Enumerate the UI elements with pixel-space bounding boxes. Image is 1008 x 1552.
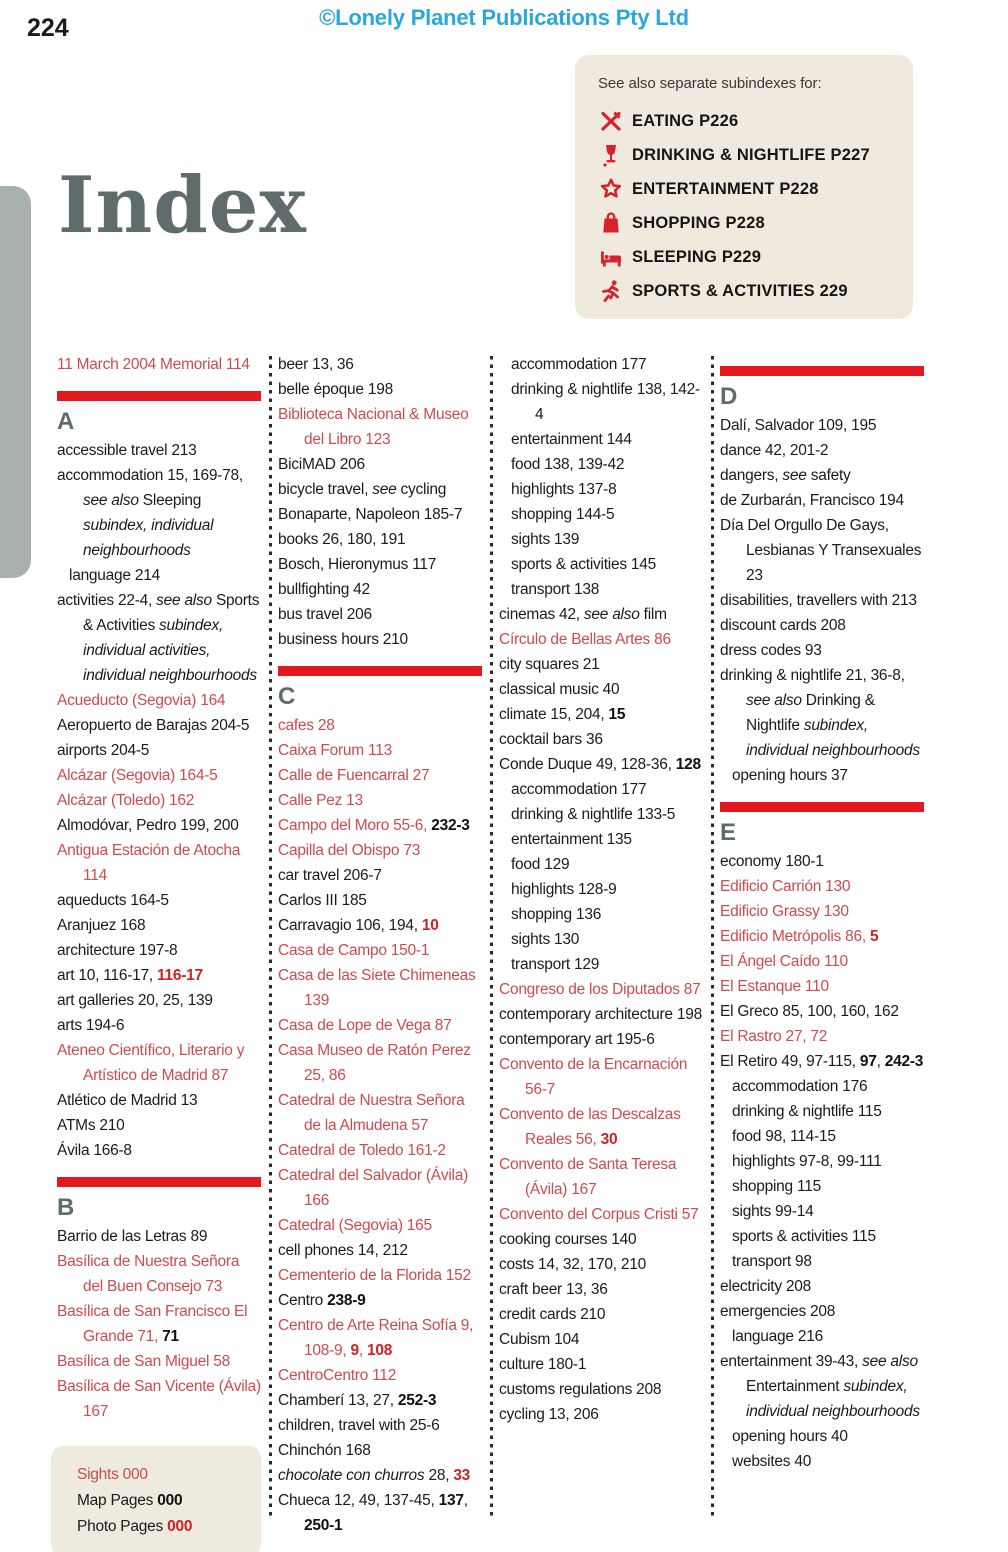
index-entry[interactable]: Edificio Grassy 130 <box>720 903 849 920</box>
index-entry[interactable]: Capilla del Obispo 73 <box>278 842 421 859</box>
index-entry: Carravagio 106, 194, 10 <box>278 917 439 934</box>
index-entry: credit cards 210 <box>499 1306 606 1323</box>
index-entry: business hours 210 <box>278 631 408 648</box>
index-entry: cell phones 14, 212 <box>278 1242 408 1259</box>
index-entry: art galleries 20, 25, 139 <box>57 992 213 1009</box>
index-entry[interactable]: Caixa Forum 113 <box>278 742 392 759</box>
index-entry: Aranjuez 168 <box>57 917 146 934</box>
subindex-label: EATING P226 <box>632 111 739 130</box>
index-entry[interactable]: Casa Museo de Ratón Perez 25, 86 <box>278 1042 471 1084</box>
index-entry: aqueducts 164-5 <box>57 892 169 909</box>
index-entry: Dalí, Salvador 109, 195 <box>720 417 877 434</box>
index-entry: BiciMAD 206 <box>278 456 365 473</box>
index-entry[interactable]: Alcázar (Segovia) 164-5 <box>57 767 218 784</box>
index-entry[interactable]: Centro de Arte Reina Sofía 9, 108-9, 9, 108 <box>278 1317 474 1359</box>
column-divider <box>490 356 493 1516</box>
section-rule <box>57 1177 261 1187</box>
index-entry: Chueca 12, 49, 137-45, 137, 250-1 <box>278 1492 468 1534</box>
legend-row: Sights 000 <box>77 1466 148 1483</box>
index-entry[interactable]: Convento del Corpus Cristi 57 <box>499 1206 699 1223</box>
index-entry: contemporary art 195-6 <box>499 1031 655 1048</box>
index-entry: children, travel with 25-6 <box>278 1417 440 1434</box>
index-entry: El Greco 85, 100, 160, 162 <box>720 1003 899 1020</box>
index-entry: Ávila 166-8 <box>57 1142 132 1159</box>
index-entry: classical music 40 <box>499 681 620 698</box>
index-subentry: sights 130 <box>511 931 580 948</box>
index-subentry: food 98, 114-15 <box>732 1128 836 1145</box>
index-subentry: highlights 128-9 <box>511 881 617 898</box>
index-subentry: shopping 115 <box>732 1178 821 1195</box>
index-subentry: language 216 <box>732 1328 823 1345</box>
index-subentry: drinking & nightlife 138, 142-4 <box>511 381 700 423</box>
index-entry: culture 180-1 <box>499 1356 587 1373</box>
index-entry: Bosch, Hieronymus 117 <box>278 556 437 573</box>
index-subentry: drinking & nightlife 133-5 <box>511 806 676 823</box>
index-entry: Almodóvar, Pedro 199, 200 <box>57 817 239 834</box>
section-rule <box>720 366 924 376</box>
entertainment-icon <box>598 176 624 202</box>
index-subentry: opening hours 40 <box>732 1428 848 1445</box>
eating-icon <box>598 108 624 134</box>
index-entry: accessible travel 213 <box>57 442 197 459</box>
subindex-label: SHOPPING P228 <box>632 213 765 232</box>
subindex-label: SLEEPING P229 <box>632 247 762 266</box>
index-entry[interactable]: Casa de las Siete Chimeneas 139 <box>278 967 476 1009</box>
section-rule <box>720 802 924 812</box>
index-subentry: accommodation 176 <box>732 1078 868 1095</box>
index-entry[interactable]: Convento de Santa Teresa (Ávila) 167 <box>499 1156 677 1198</box>
index-entry: de Zurbarán, Francisco 194 <box>720 492 904 509</box>
index-entry[interactable]: 11 March 2004 Memorial 114 <box>57 356 250 373</box>
index-entry: Atlético de Madrid 13 <box>57 1092 198 1109</box>
index-subentry: language 214 <box>69 567 160 584</box>
index-entry[interactable]: El Estanque 110 <box>720 978 829 995</box>
subindex-label: ENTERTAINMENT P228 <box>632 179 819 198</box>
index-column-3 <box>499 352 703 1537</box>
index-entry: dance 42, 201-2 <box>720 442 829 459</box>
index-entry: art 10, 116-17, 116-17 <box>57 967 203 984</box>
index-entry[interactable]: Edificio Carrión 130 <box>720 878 851 895</box>
index-entry: books 26, 180, 191 <box>278 531 406 548</box>
index-subentry: transport 138 <box>511 581 600 598</box>
index-entry[interactable]: Alcázar (Toledo) 162 <box>57 792 195 809</box>
subindex-eating[interactable] <box>598 104 890 138</box>
index-entry[interactable]: Acueducto (Segovia) 164 <box>57 692 226 709</box>
index-entry[interactable]: Casa de Campo 150-1 <box>278 942 430 959</box>
index-entry: cooking courses 140 <box>499 1231 637 1248</box>
index-entry[interactable]: Círculo de Bellas Artes 86 <box>499 631 671 648</box>
index-entry: entertainment 39-43, see also Entertainment subindex, individual neighbourhoods <box>720 1353 920 1420</box>
index-entry[interactable]: Catedral del Salvador (Ávila) 166 <box>278 1167 469 1209</box>
chapter-side-tab <box>0 186 31 578</box>
index-entry[interactable]: Antigua Estación de Atocha 114 <box>57 842 241 884</box>
index-entry[interactable]: Campo del Moro 55-6, 232-3 <box>278 817 470 834</box>
index-entry: Bonaparte, Napoleon 185-7 <box>278 506 463 523</box>
index-subentry: accommodation 177 <box>511 356 647 373</box>
subindex-label: SPORTS & ACTIVITIES 229 <box>632 281 848 300</box>
index-entry: architecture 197-8 <box>57 942 178 959</box>
page-number: 224 <box>27 14 69 42</box>
index-entry: dress codes 93 <box>720 642 822 659</box>
index-entry: Chinchón 168 <box>278 1442 371 1459</box>
index-subentry: entertainment 144 <box>511 431 632 448</box>
index-entry[interactable]: Basílica de San Vicente (Ávila) 167 <box>57 1378 261 1420</box>
index-entry[interactable]: CentroCentro 112 <box>278 1367 397 1384</box>
index-entry: drinking & nightlife 21, 36-8, see also Drinking & Nightlife subindex, individual neighbourhoods <box>720 667 920 759</box>
index-entry: Carlos III 185 <box>278 892 367 909</box>
index-entry[interactable]: Convento de la Encarnación 56-7 <box>499 1056 688 1098</box>
index-subentry: sports & activities 145 <box>511 556 657 573</box>
shopping-icon <box>598 210 624 236</box>
index-entry[interactable]: El Rastro 27, 72 <box>720 1028 828 1045</box>
index-entry: chocolate con churros 28, 33 <box>278 1467 471 1484</box>
index-entry[interactable]: Biblioteca Nacional & Museo del Libro 123 <box>278 406 469 448</box>
index-entry: contemporary architecture 198 <box>499 1006 702 1023</box>
index-entry: craft beer 13, 36 <box>499 1281 608 1298</box>
index-entry: customs regulations 208 <box>499 1381 662 1398</box>
index-entry: Centro 238-9 <box>278 1292 366 1309</box>
subindex-list <box>598 104 890 308</box>
index-entry: activities 22-4, see also Sports & Activities subindex, individual activities, individual neighbourhoods <box>57 592 260 684</box>
index-subentry: shopping 144-5 <box>511 506 615 523</box>
index-entry[interactable]: Basílica de San Francisco El Grande 71, 71 <box>57 1303 248 1345</box>
index-entry: airports 204-5 <box>57 742 150 759</box>
index-entry: dangers, see safety <box>720 467 851 484</box>
section-letter-d: D <box>720 383 738 410</box>
index-entry[interactable]: Calle de Fuencarral 27 <box>278 767 430 784</box>
index-entry: bus travel 206 <box>278 606 372 623</box>
subindex-shopping[interactable] <box>598 206 890 240</box>
index-entry: emergencies 208 <box>720 1303 836 1320</box>
index-entry[interactable]: Congreso de los Diputados 87 <box>499 981 701 998</box>
index-entry: cycling 13, 206 <box>499 1406 599 1423</box>
index-subentry: sights 139 <box>511 531 580 548</box>
legend-row: Map Pages 000 <box>77 1492 183 1509</box>
index-subentry: accommodation 177 <box>511 781 647 798</box>
index-entry[interactable]: Catedral de Nuestra Señora de la Almudena 57 <box>278 1092 465 1134</box>
index-entry[interactable]: Catedral de Toledo 161-2 <box>278 1142 446 1159</box>
index-entry: accommodation 15, 169-78, see also Sleeping subindex, individual neighbourhoods <box>57 467 243 559</box>
subindex-sleeping[interactable] <box>598 240 890 274</box>
section-letter-e: E <box>720 819 737 846</box>
section-rule <box>57 391 261 401</box>
sports-icon <box>598 278 624 304</box>
index-entry: disabilities, travellers with 213 <box>720 592 917 609</box>
subindex-label: DRINKING & NIGHTLIFE P227 <box>632 145 870 164</box>
subindex-intro: See also separate subindexes for: <box>598 75 822 92</box>
index-entry: electricity 208 <box>720 1278 812 1295</box>
drinking-icon <box>598 142 624 168</box>
subindex-drinking[interactable] <box>598 138 890 172</box>
subindex-box <box>575 55 913 319</box>
index-entry[interactable]: Ateneo Científico, Literario y Artístico de Madrid 87 <box>57 1042 245 1084</box>
index-entry: bicycle travel, see cycling <box>278 481 447 498</box>
index-entry[interactable]: Basílica de Nuestra Señora del Buen Consejo 73 <box>57 1253 240 1295</box>
index-entry[interactable]: Basílica de San Miguel 58 <box>57 1353 230 1370</box>
sleeping-icon <box>598 244 624 270</box>
index-entry: discount cards 208 <box>720 617 846 634</box>
page-title: Index <box>58 160 307 251</box>
index-entry: bullfighting 42 <box>278 581 370 598</box>
column-divider <box>269 356 272 1516</box>
index-entry[interactable]: Convento de las Descalzas Reales 56, 30 <box>499 1106 681 1148</box>
section-letter-b: B <box>57 1194 75 1221</box>
legend-box <box>51 1446 261 1552</box>
index-column-4 <box>720 352 924 1537</box>
index-entry: city squares 21 <box>499 656 600 673</box>
index-entry: El Retiro 49, 97-115, 97, 242-3 <box>720 1053 924 1070</box>
index-entry: Aeropuerto de Barajas 204-5 <box>57 717 250 734</box>
column-divider <box>711 356 714 1516</box>
subindex-entertainment[interactable] <box>598 172 890 206</box>
legend-row: Photo Pages 000 <box>77 1518 193 1535</box>
index-subentry: drinking & nightlife 115 <box>732 1103 882 1120</box>
index-subentry: transport 129 <box>511 956 600 973</box>
index-entry: cinemas 42, see also film <box>499 606 667 623</box>
index-subentry: highlights 137-8 <box>511 481 617 498</box>
index-entry: economy 180-1 <box>720 853 824 870</box>
section-rule <box>278 666 482 676</box>
index-entry: ATMs 210 <box>57 1117 125 1134</box>
index-entry: Cubism 104 <box>499 1331 580 1348</box>
index-subentry: sports & activities 115 <box>732 1228 876 1245</box>
index-entry[interactable]: Catedral (Segovia) 165 <box>278 1217 432 1234</box>
index-column-1 <box>57 352 261 1537</box>
index-entry: cocktail bars 36 <box>499 731 603 748</box>
index-columns <box>57 352 947 1537</box>
subindex-sports[interactable] <box>598 274 890 308</box>
index-entry: car travel 206-7 <box>278 867 382 884</box>
index-entry[interactable]: El Ángel Caído 110 <box>720 953 848 970</box>
index-entry[interactable]: Edificio Metrópolis 86, 5 <box>720 928 879 945</box>
index-entry[interactable]: Cementerio de la Florida 152 <box>278 1267 471 1284</box>
index-subentry: highlights 97-8, 99-111 <box>732 1153 882 1170</box>
index-subentry: opening hours 37 <box>732 767 848 784</box>
index-subentry: food 129 <box>511 856 570 873</box>
index-entry[interactable]: cafes 28 <box>278 717 335 734</box>
index-column-2 <box>278 352 482 1537</box>
index-subentry: shopping 136 <box>511 906 602 923</box>
index-entry[interactable]: Casa de Lope de Vega 87 <box>278 1017 452 1034</box>
index-entry: Barrio de las Letras 89 <box>57 1228 208 1245</box>
copyright-text: ©Lonely Planet Publications Pty Ltd <box>319 5 689 30</box>
index-entry: belle époque 198 <box>278 381 393 398</box>
index-entry: Día Del Orgullo De Gays, Lesbianas Y Transexuales 23 <box>720 517 922 584</box>
index-entry: Chamberí 13, 27, 252-3 <box>278 1392 437 1409</box>
index-subentry: sights 99-14 <box>732 1203 814 1220</box>
index-subentry: entertainment 135 <box>511 831 632 848</box>
index-entry: costs 14, 32, 170, 210 <box>499 1256 647 1273</box>
index-entry[interactable]: Calle Pez 13 <box>278 792 363 809</box>
index-subentry: websites 40 <box>732 1453 812 1470</box>
index-entry: Conde Duque 49, 128-36, 128 <box>499 756 701 773</box>
index-entry: beer 13, 36 <box>278 356 354 373</box>
index-entry: arts 194-6 <box>57 1017 125 1034</box>
section-letter-a: A <box>57 408 75 435</box>
section-letter-c: C <box>278 683 296 710</box>
index-entry: climate 15, 204, 15 <box>499 706 626 723</box>
index-subentry: food 138, 139-42 <box>511 456 625 473</box>
index-subentry: transport 98 <box>732 1253 812 1270</box>
